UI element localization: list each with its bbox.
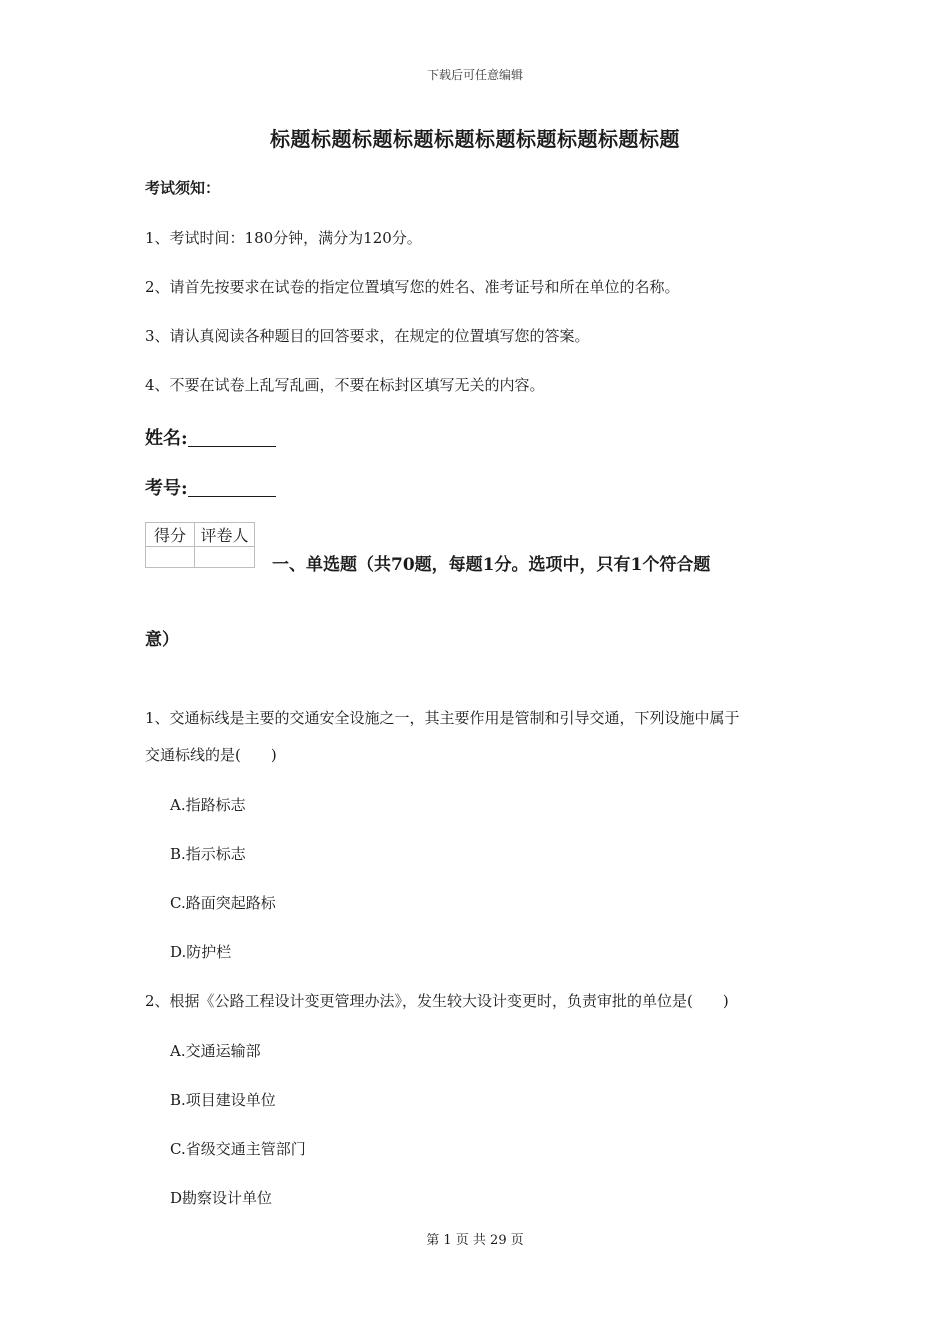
instruction-item: 3、请认真阅读各种题目的回答要求，在规定的位置填写您的答案。: [145, 327, 590, 345]
question-stem-continued: 交通标线的是( ): [145, 746, 277, 764]
question-stem: 1、交通标线是主要的交通安全设施之一，其主要作用是管制和引导交通，下列设施中属于: [145, 709, 740, 727]
exam-id-blank-line[interactable]: [188, 478, 276, 497]
exam-id-field: [145, 474, 276, 500]
score-header: 得分: [146, 523, 195, 547]
answer-option: C.路面突起路标: [170, 894, 276, 912]
name-label: 姓名:: [145, 428, 188, 449]
grader-header: 评卷人: [195, 523, 255, 547]
instruction-item: 2、请首先按要求在试卷的指定位置填写您的姓名、准考证号和所在单位的名称。: [145, 278, 680, 296]
exam-id-label: 考号:: [145, 478, 188, 499]
answer-option: B.指示标志: [170, 845, 246, 863]
answer-option: A.指路标志: [170, 796, 246, 814]
score-table: [145, 522, 255, 568]
instructions-heading: 考试须知：: [145, 179, 221, 197]
question-stem: 2、根据《公路工程设计变更管理办法》，发生较大设计变更时，负责审批的单位是( ): [145, 992, 729, 1010]
answer-option: A.交通运输部: [170, 1042, 261, 1060]
section-title-continued: 意）: [145, 630, 179, 650]
section-title: 一、单选题（共70题，每题1分。选项中，只有1个符合题: [272, 555, 711, 575]
answer-option: B.项目建设单位: [170, 1091, 276, 1109]
page-footer: 第 1 页 共 29 页: [426, 1233, 524, 1248]
name-field: [145, 424, 276, 450]
grader-cell[interactable]: [195, 547, 255, 568]
instruction-item: 1、考试时间：180分钟，满分为120分。: [145, 229, 422, 247]
instruction-item: 4、不要在试卷上乱写乱画，不要在标封区填写无关的内容。: [145, 376, 545, 394]
header-note: 下载后可任意编辑: [426, 68, 523, 82]
name-blank-line[interactable]: [188, 428, 276, 447]
document-title: 标题标题标题标题标题标题标题标题标题标题: [270, 127, 680, 151]
score-cell[interactable]: [146, 547, 195, 568]
answer-option: D勘察设计单位: [170, 1189, 273, 1207]
answer-option: C.省级交通主管部门: [170, 1140, 306, 1158]
answer-option: D.防护栏: [170, 943, 232, 961]
